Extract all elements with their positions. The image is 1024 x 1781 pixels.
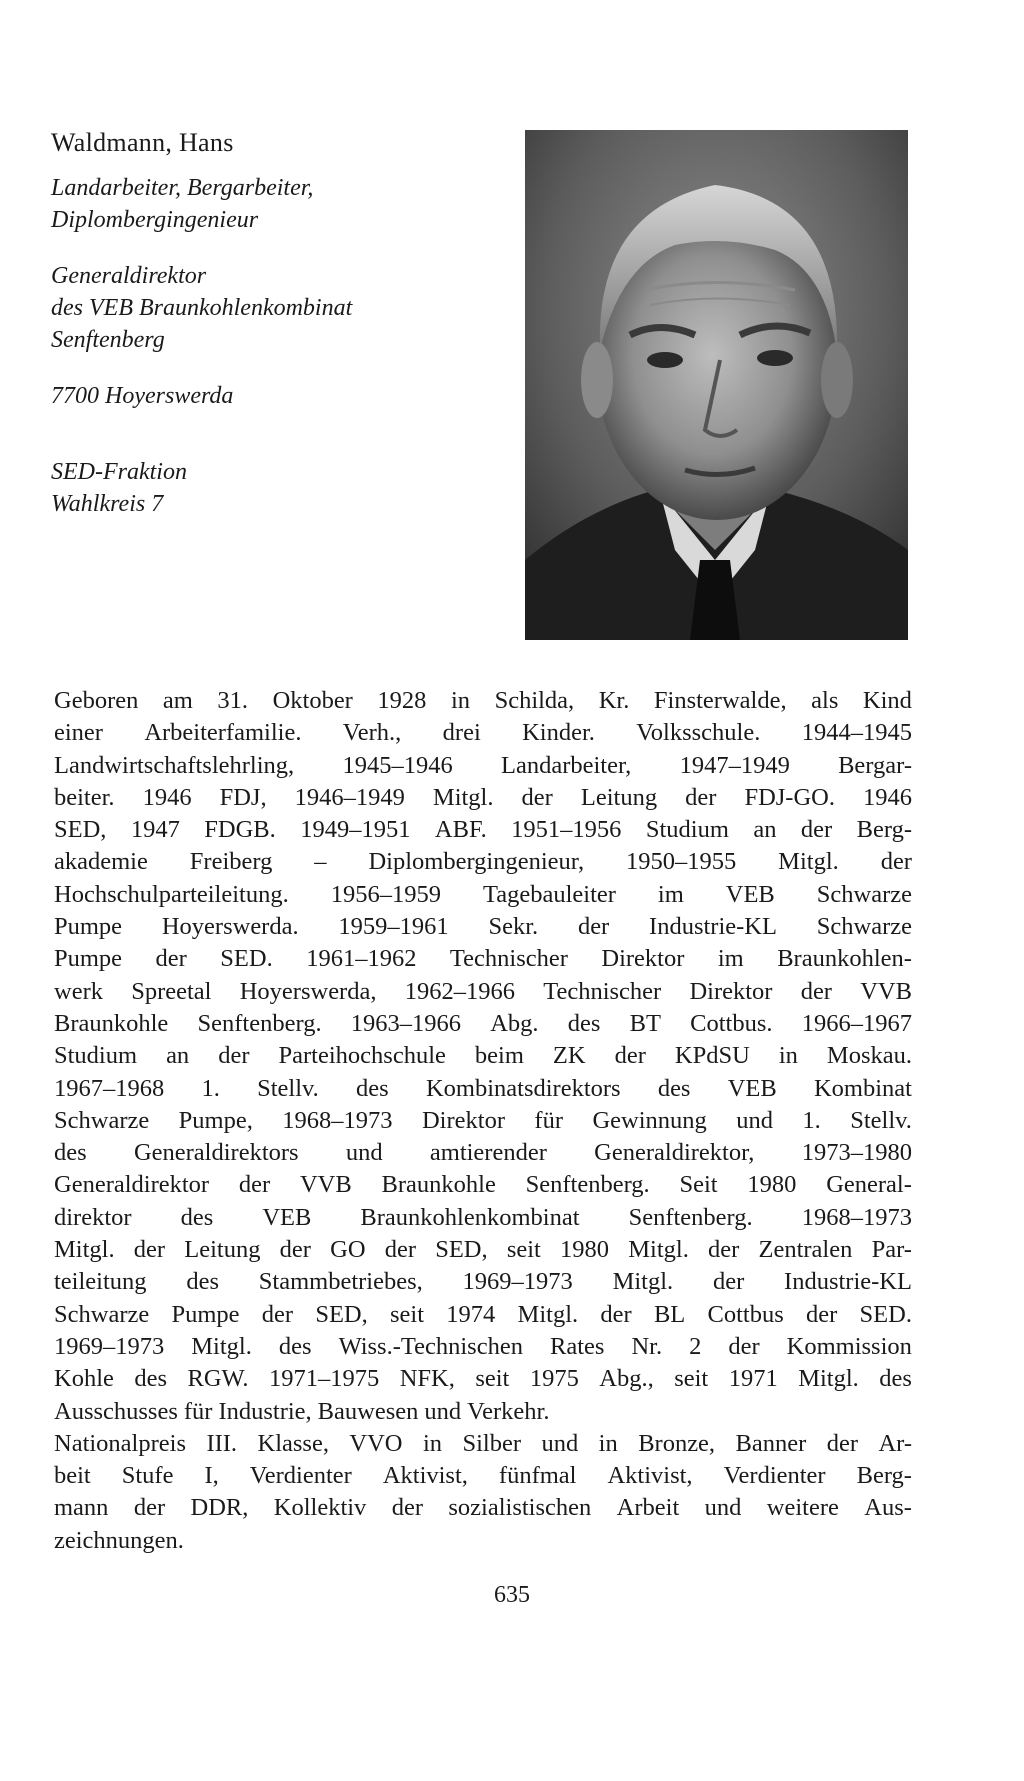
biography-line (54, 1073, 912, 1105)
person-name: Waldmann, Hans (51, 128, 234, 157)
biography-line (54, 1169, 912, 1201)
biography-line (54, 911, 912, 943)
word: 1980 (560, 1236, 610, 1264)
word: 1971–1975 (269, 1365, 380, 1393)
word: Technischer (449, 945, 568, 973)
word: Bergar- (838, 751, 912, 779)
word: Generaldirektor (54, 1171, 210, 1199)
word: der (728, 1332, 760, 1360)
word: 1945–1946 (342, 751, 453, 779)
word: Pumpe (54, 945, 123, 973)
word: Wiss.-Technischen (338, 1332, 523, 1360)
word: des (567, 1009, 601, 1037)
word: beim (474, 1042, 524, 1070)
word: Braunkohle (54, 1009, 169, 1037)
word: Kombinat (813, 1074, 912, 1102)
word: der (614, 1042, 646, 1070)
word: 1946 (142, 783, 192, 811)
word: 1. (802, 1106, 821, 1134)
word: Parteihochschule (278, 1042, 446, 1070)
word: seit (390, 1300, 425, 1328)
word: GO (330, 1236, 366, 1264)
position-line: des VEB Braunkohlenkombinat (51, 295, 353, 321)
word: der (800, 816, 833, 844)
word: Berg- (856, 816, 912, 844)
word: 1973–1980 (801, 1139, 912, 1167)
word: in (422, 1429, 443, 1457)
word: des (186, 1268, 219, 1296)
word: Moskau. (826, 1042, 912, 1070)
word: III. (206, 1429, 238, 1457)
word: 1969–1973 (462, 1268, 573, 1296)
word: Direktor (689, 977, 773, 1005)
word: KPdSU (674, 1042, 750, 1070)
word: Arbeit (616, 1494, 680, 1522)
biography-line (54, 1299, 912, 1331)
word: am (162, 687, 193, 714)
word: NFK, (399, 1365, 455, 1393)
word: an (166, 1042, 190, 1070)
word: Nationalpreis (54, 1429, 186, 1457)
word: Cottbus. (690, 1009, 773, 1037)
biography-line (54, 814, 912, 846)
word: akademie (54, 848, 148, 876)
word: Aktivist, (382, 1462, 468, 1490)
biography-line (54, 943, 912, 975)
word: Stellv. (257, 1074, 319, 1102)
word: Generaldirektors (133, 1139, 299, 1167)
word: I, (204, 1462, 219, 1490)
word: amtierender (429, 1139, 547, 1167)
word: – (314, 848, 327, 876)
word: der (155, 945, 187, 973)
awards-line (54, 1460, 912, 1492)
word: 1950–1955 (626, 848, 737, 876)
word: Aus- (864, 1494, 912, 1522)
word: VVO (349, 1429, 403, 1457)
word: Diplombergingenieur, (368, 848, 585, 876)
word: Geboren (54, 687, 139, 714)
word: der (577, 913, 610, 941)
word: ABF. (434, 816, 487, 844)
word: Mitgl. (432, 783, 494, 811)
word: im (717, 945, 744, 973)
word: Verdienter (249, 1462, 352, 1490)
word: Studium (54, 1042, 138, 1070)
word: Schwarze (54, 1106, 150, 1134)
word: Cottbus (707, 1300, 784, 1328)
word: Tagebauleiter (482, 880, 616, 908)
word: sozialistischen (448, 1494, 592, 1522)
word: der (712, 1268, 745, 1296)
word: Schwarze (816, 913, 912, 941)
awards-line (54, 1492, 912, 1524)
word: Senftenberg. (628, 1203, 753, 1231)
word: Seit (679, 1171, 718, 1199)
word: BT (629, 1009, 661, 1037)
word: RGW. (187, 1365, 249, 1393)
word: VEB (262, 1203, 312, 1231)
word: für (183, 1397, 213, 1425)
word: Zentralen (758, 1236, 853, 1264)
word: des (134, 1365, 168, 1393)
word: 1946–1949 (294, 783, 405, 811)
word: der (133, 1494, 166, 1522)
word: Stellv. (850, 1106, 912, 1134)
word: Mitgl. (54, 1236, 115, 1264)
biography-line (54, 1202, 912, 1234)
word: Industrie-KL (784, 1268, 912, 1296)
word: seit (475, 1365, 510, 1393)
word: Direktor (421, 1106, 505, 1134)
word: seit (674, 1365, 709, 1393)
word: der (521, 783, 553, 811)
word: in (598, 1429, 618, 1457)
word: Kollektiv (273, 1494, 367, 1522)
word: der (708, 1236, 740, 1264)
word: Landwirtschaftslehrling, (54, 751, 295, 779)
word: Hochschulparteileitung. (54, 880, 289, 908)
word: BL (653, 1300, 686, 1328)
word: der (391, 1494, 423, 1522)
word: SED, (54, 816, 107, 844)
word: 1951–1956 (511, 816, 622, 844)
word: 1968–1973 (801, 1203, 912, 1231)
word: FDJ-GO. (744, 783, 835, 811)
word: VVB (299, 1171, 352, 1199)
word: 1947–1949 (679, 751, 790, 779)
faction-line: SED-Fraktion (51, 459, 187, 485)
biography-line (54, 1363, 912, 1395)
word: der (218, 1042, 250, 1070)
word: 1946 (863, 783, 912, 811)
word: Kr. (598, 687, 630, 714)
word: FDJ, (219, 783, 267, 811)
biography-line (54, 1266, 912, 1298)
word: Braunkohlenkombinat (360, 1203, 580, 1231)
word: der (880, 848, 912, 876)
address-line: 7700 Hoyerswerda (51, 383, 234, 409)
word: Klasse, (257, 1429, 329, 1457)
word: Kombinatsdirektors (425, 1074, 621, 1102)
word: Silber (462, 1429, 522, 1457)
word: der (600, 1300, 632, 1328)
word: Kinder. (522, 719, 595, 747)
word: VVB (860, 977, 912, 1005)
word: Ar- (878, 1429, 912, 1457)
word: SED, (435, 1236, 488, 1264)
word: 1975 (529, 1365, 579, 1393)
word: Mitgl. (628, 1236, 689, 1264)
word: des (356, 1074, 389, 1102)
word: Schilda, (494, 687, 575, 714)
word: Mitgl. (191, 1332, 252, 1360)
word: der (279, 1236, 311, 1264)
word: Braunkohlen- (777, 945, 912, 973)
word: direktor (54, 1203, 132, 1231)
word: der (384, 1236, 417, 1264)
biography-line (54, 1396, 912, 1428)
profession-line: Landarbeiter, Bergarbeiter, (51, 175, 314, 201)
biography-line (54, 1040, 912, 1072)
word: Hoyerswerda, (239, 977, 377, 1005)
biography-line (54, 1234, 912, 1266)
word: einer (54, 719, 103, 747)
word: Freiberg (189, 848, 273, 876)
word: SED. (220, 945, 273, 973)
word: der (238, 1171, 271, 1199)
word: und (736, 1106, 773, 1134)
word: des (180, 1203, 214, 1231)
word: 1944–1945 (801, 719, 912, 747)
word: der (806, 1300, 838, 1328)
word: Kommission (786, 1332, 912, 1360)
word: Verh., (342, 719, 402, 747)
biography-line (54, 846, 912, 878)
word: 1947 (130, 816, 180, 844)
word: SED. (859, 1300, 912, 1328)
word: der (685, 783, 717, 811)
word: Spreetal (131, 977, 212, 1005)
word: Verdienter (723, 1462, 826, 1490)
biography-line (54, 976, 912, 1008)
word: 1967–1968 (54, 1074, 165, 1102)
word: 1963–1966 (350, 1009, 462, 1037)
word: und (424, 1397, 462, 1425)
page-number: 635 (494, 1582, 530, 1608)
word: fünfmal (498, 1462, 577, 1490)
word: Berg- (856, 1462, 912, 1490)
biography-line (54, 782, 912, 814)
word: seit (506, 1236, 541, 1264)
word: 1968–1973 (282, 1106, 393, 1134)
word: Bauwesen (317, 1397, 419, 1425)
biography-line (54, 1008, 912, 1040)
faction-line: Wahlkreis 7 (51, 491, 164, 517)
word: Abg., (599, 1365, 654, 1393)
biography-line (54, 750, 912, 782)
word: 1974 (446, 1300, 496, 1328)
word: Bronze, (638, 1429, 716, 1457)
word: 1969–1973 (54, 1332, 165, 1360)
word: der (800, 977, 832, 1005)
word: im (657, 880, 684, 908)
word: Aktivist, (607, 1462, 693, 1490)
word: Pumpe, (178, 1106, 253, 1134)
word: als (811, 687, 839, 714)
word: drei (442, 719, 481, 747)
biography-line (54, 1137, 912, 1169)
word: Direktor (601, 945, 685, 973)
word: der (826, 1429, 859, 1457)
word: Generaldirektor, (594, 1139, 755, 1167)
word: 1928 (377, 687, 427, 714)
word: Stufe (121, 1462, 174, 1490)
word: 1966–1967 (801, 1009, 912, 1037)
word: Arbeiterfamilie. (144, 719, 302, 747)
word: Braunkohle (381, 1171, 496, 1199)
word: 1949–1951 (300, 816, 411, 844)
faction (51, 456, 187, 520)
biography-text (54, 685, 912, 1557)
position (51, 260, 352, 356)
word: Par- (871, 1236, 912, 1264)
word: Studium (645, 816, 729, 844)
awards-line (54, 1428, 912, 1460)
word: Senftenberg. (197, 1009, 322, 1037)
word: Sekr. (488, 913, 539, 941)
word: Schwarze (54, 1300, 150, 1328)
awards-line (54, 1525, 912, 1557)
biography-line (54, 1105, 912, 1137)
word: 2 (689, 1332, 702, 1360)
word: der (133, 1236, 166, 1264)
word: Leitung (580, 783, 658, 811)
biography-line (54, 717, 912, 749)
word: Gewinnung (592, 1106, 707, 1134)
word: Pumpe (54, 913, 123, 941)
word: und (704, 1494, 742, 1522)
word: und (541, 1429, 579, 1457)
position-line: Senftenberg (51, 327, 165, 353)
word: 31. (217, 687, 249, 714)
word: mann (54, 1494, 109, 1522)
word: Verkehr. (467, 1397, 550, 1425)
word: teileitung (54, 1268, 147, 1296)
word: Ausschusses (54, 1397, 178, 1425)
word: Stammbetriebes, (258, 1268, 423, 1296)
word: in (450, 687, 471, 714)
word: 1956–1959 (330, 880, 441, 908)
word: Senftenberg. (525, 1171, 650, 1199)
word: Industrie, (218, 1397, 312, 1425)
word: beiter. (54, 783, 115, 811)
word: des (879, 1365, 912, 1393)
word: 1980 (747, 1171, 797, 1199)
word: zeichnungen. (54, 1526, 184, 1554)
word: Landarbeiter, (500, 751, 632, 779)
word: werk (54, 977, 103, 1005)
word: Abg. (490, 1009, 539, 1037)
word: ZK (552, 1042, 586, 1070)
word: beit (54, 1462, 91, 1490)
word: Rates (549, 1332, 605, 1360)
word: General- (826, 1171, 912, 1199)
address (51, 380, 233, 412)
word: des (657, 1074, 691, 1102)
word: 1959–1961 (338, 913, 449, 941)
word: Banner (735, 1429, 807, 1457)
word: in (778, 1042, 798, 1070)
word: VEB (727, 1074, 777, 1102)
word: 1962–1966 (404, 977, 515, 1005)
word: Schwarze (816, 880, 912, 908)
word: Leitung (184, 1236, 261, 1264)
portrait-photo (525, 130, 908, 640)
word: Volksschule. (636, 719, 761, 747)
word: Nr. (631, 1332, 663, 1360)
word: VEB (725, 880, 775, 908)
word: der (261, 1300, 294, 1328)
biography-line (54, 879, 912, 911)
position-line: Generaldirektor (51, 263, 207, 289)
word: Mitgl. (778, 848, 839, 876)
word: 1971 (728, 1365, 778, 1393)
word: Hoyerswerda. (161, 913, 299, 941)
word: SED, (315, 1300, 368, 1328)
word: 1961–1962 (306, 945, 417, 973)
biography-line (54, 1331, 912, 1363)
word: Mitgl. (517, 1300, 579, 1328)
word: Industrie-KL (649, 913, 777, 941)
professions (51, 172, 313, 236)
word: DDR, (190, 1494, 249, 1522)
word: Technischer (543, 977, 662, 1005)
word: des (54, 1139, 87, 1167)
word: weitere (766, 1494, 839, 1522)
word: Pumpe (171, 1300, 240, 1328)
profession-line: Diplombergingenieur (51, 207, 259, 233)
biography-line (54, 685, 912, 717)
word: an (753, 816, 777, 844)
word: FDGB. (204, 816, 276, 844)
word: Finsterwalde, (653, 687, 787, 714)
word: des (278, 1332, 312, 1360)
word: Mitgl. (798, 1365, 859, 1393)
word: und (345, 1139, 383, 1167)
word: Mitgl. (612, 1268, 674, 1296)
word: Oktober (272, 687, 353, 714)
word: für (534, 1106, 563, 1134)
word: 1. (201, 1074, 220, 1102)
word: Kohle (54, 1365, 114, 1393)
word: Kind (862, 687, 912, 714)
